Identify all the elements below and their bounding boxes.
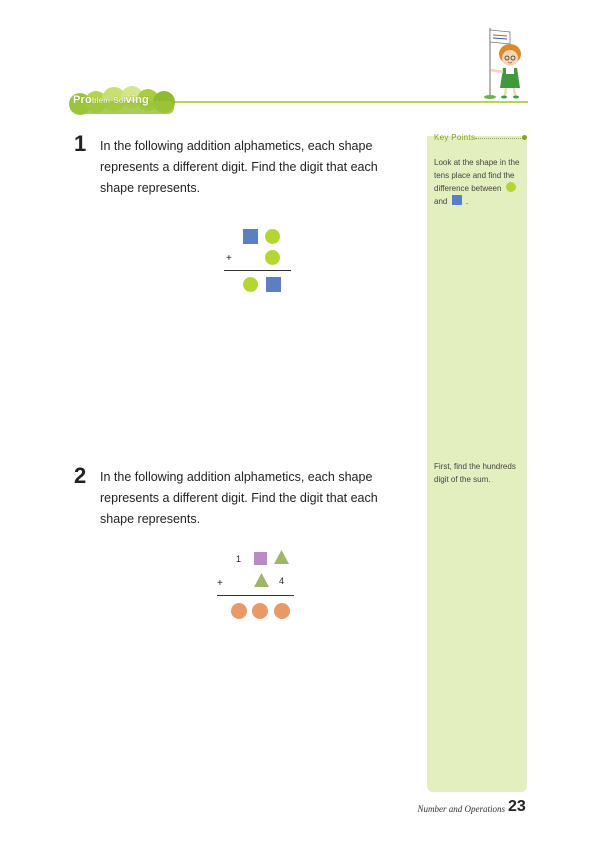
plus-sign: + [226, 253, 232, 264]
key-points-dotted-rule [475, 138, 523, 139]
problem-1-number: 1 [74, 131, 87, 156]
girl-with-flag-illustration [480, 26, 530, 102]
key-points-rule-end-dot [522, 135, 527, 140]
digit-one: 1 [236, 554, 242, 564]
green-circle-icon [506, 182, 516, 192]
orange-circle-shape [274, 603, 290, 619]
digit-four: 4 [279, 576, 285, 586]
green-circle-shape [243, 277, 258, 292]
problem-2-text: In the following addition alphametics, each shape represents a different digit. Find the digit that each shape represents. [100, 470, 378, 526]
green-circle-shape [265, 229, 280, 244]
section-title: Problem Solving [73, 94, 149, 106]
problem-2-number: 2 [74, 463, 87, 488]
key-point-note-2: First, find the hundreds digit of the sum. [434, 462, 516, 484]
green-triangle-shape [273, 549, 290, 565]
blue-square-icon [452, 195, 462, 205]
problem-1-text: In the following addition alphametics, each shape represents a different digit. Find the digit that each shape represents. [100, 139, 378, 195]
page-number: 23 [508, 798, 526, 815]
footer-section-label: Number and Operations [417, 804, 505, 814]
sum-rule [224, 270, 291, 271]
green-triangle-shape [253, 572, 270, 588]
orange-circle-shape [231, 603, 247, 619]
blue-square-shape [266, 277, 281, 292]
purple-square-shape [254, 552, 267, 565]
blue-square-shape [243, 229, 258, 244]
plus-sign: + [217, 578, 223, 589]
key-points-label: Key Points [434, 133, 476, 142]
key-point-note-1: Look at the shape in the tens place and find the difference between and . [434, 158, 520, 206]
orange-circle-shape [252, 603, 268, 619]
green-circle-shape [265, 250, 280, 265]
sum-rule [217, 595, 294, 596]
